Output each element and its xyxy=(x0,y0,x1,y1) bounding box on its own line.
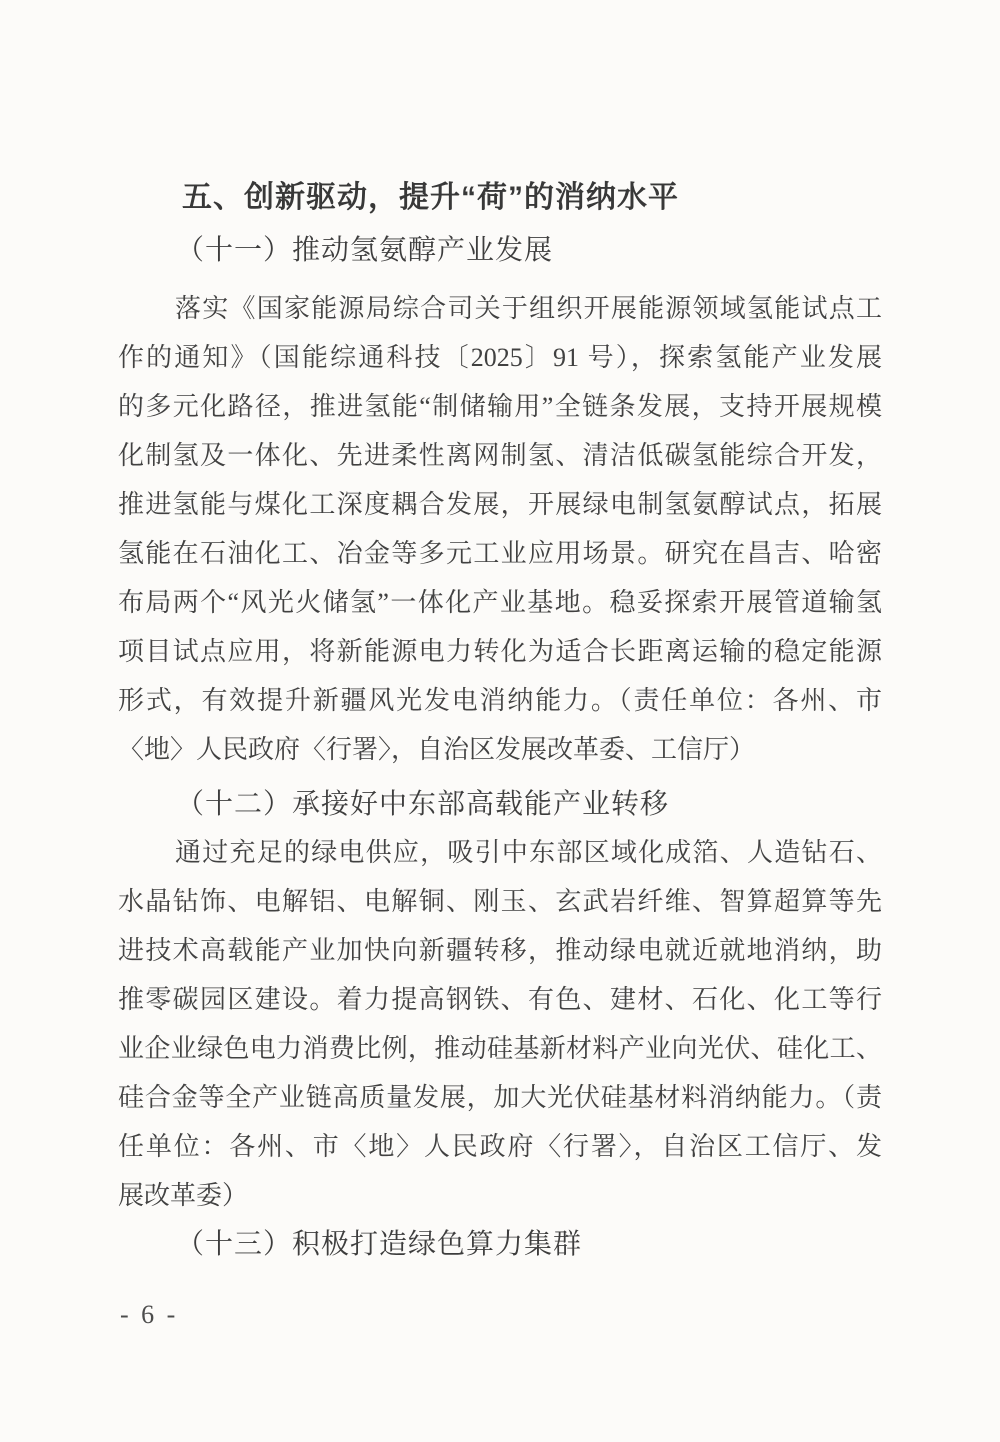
text-line: 硅合金等全产业链高质量发展，加大光伏硅基材料消纳能力。（责 xyxy=(118,1083,882,1112)
text-line: 业企业绿色电力消费比例，推动硅基新材料产业向光伏、硅化工、 xyxy=(118,1034,882,1063)
text-line: 氢能在石油化工、冶金等多元工业应用场景。研究在昌吉、哈密 xyxy=(118,539,882,568)
text-line: 通过充足的绿电供应，吸引中东部区域化成箔、人造钻石、 xyxy=(175,838,882,867)
text-line: 推零碳园区建设。着力提高钢铁、有色、建材、石化、化工等行 xyxy=(118,985,882,1014)
subsection-heading-12: （十二）承接好中东部高载能产业转移 xyxy=(176,789,670,820)
section-title: 五、创新驱动，提升“荷”的消纳水平 xyxy=(182,181,679,214)
paragraph-12 xyxy=(118,828,882,1220)
text-line: 推进氢能与煤化工深度耦合发展，开展绿电制氢氨醇试点，拓展 xyxy=(118,490,882,519)
subsection-heading-13: （十三）积极打造绿色算力集群 xyxy=(176,1229,583,1260)
text-line: 形式，有效提升新疆风光发电消纳能力。（责任单位：各州、市 xyxy=(118,686,882,715)
text-line: 展改革委） xyxy=(118,1181,249,1210)
paragraph-11 xyxy=(118,284,882,774)
text-line: 布局两个“风光火储氢”一体化产业基地。稳妥探索开展管道输氢 xyxy=(118,588,882,617)
page-number: - 6 - xyxy=(120,1300,179,1329)
text-line: 水晶钻饰、电解铝、电解铜、刚玉、玄武岩纤维、智算超算等先 xyxy=(118,887,882,916)
text-line: 化制氢及一体化、先进柔性离网制氢、清洁低碳氢能综合开发， xyxy=(118,441,882,470)
text-line: 任单位：各州、市〈地〉人民政府〈行署〉，自治区工信厅、发 xyxy=(118,1132,882,1161)
text-line: 落实《国家能源局综合司关于组织开展能源领域氢能试点工 xyxy=(175,294,882,323)
text-line: 的多元化路径，推进氢能“制储输用”全链条发展，支持开展规模 xyxy=(118,392,882,421)
text-line: 进技术高载能产业加快向新疆转移，推动绿电就近就地消纳，助 xyxy=(118,936,882,965)
subsection-heading-11: （十一）推动氢氨醇产业发展 xyxy=(176,235,554,266)
text-line: 项目试点应用，将新能源电力转化为适合长距离运输的稳定能源 xyxy=(118,637,882,666)
text-line: 作的通知》（国能综通科技〔2025〕91 号），探索氢能产业发展 xyxy=(118,343,882,372)
text-line: 〈地〉人民政府〈行署〉，自治区发展改革委、工信厅） xyxy=(118,735,756,764)
